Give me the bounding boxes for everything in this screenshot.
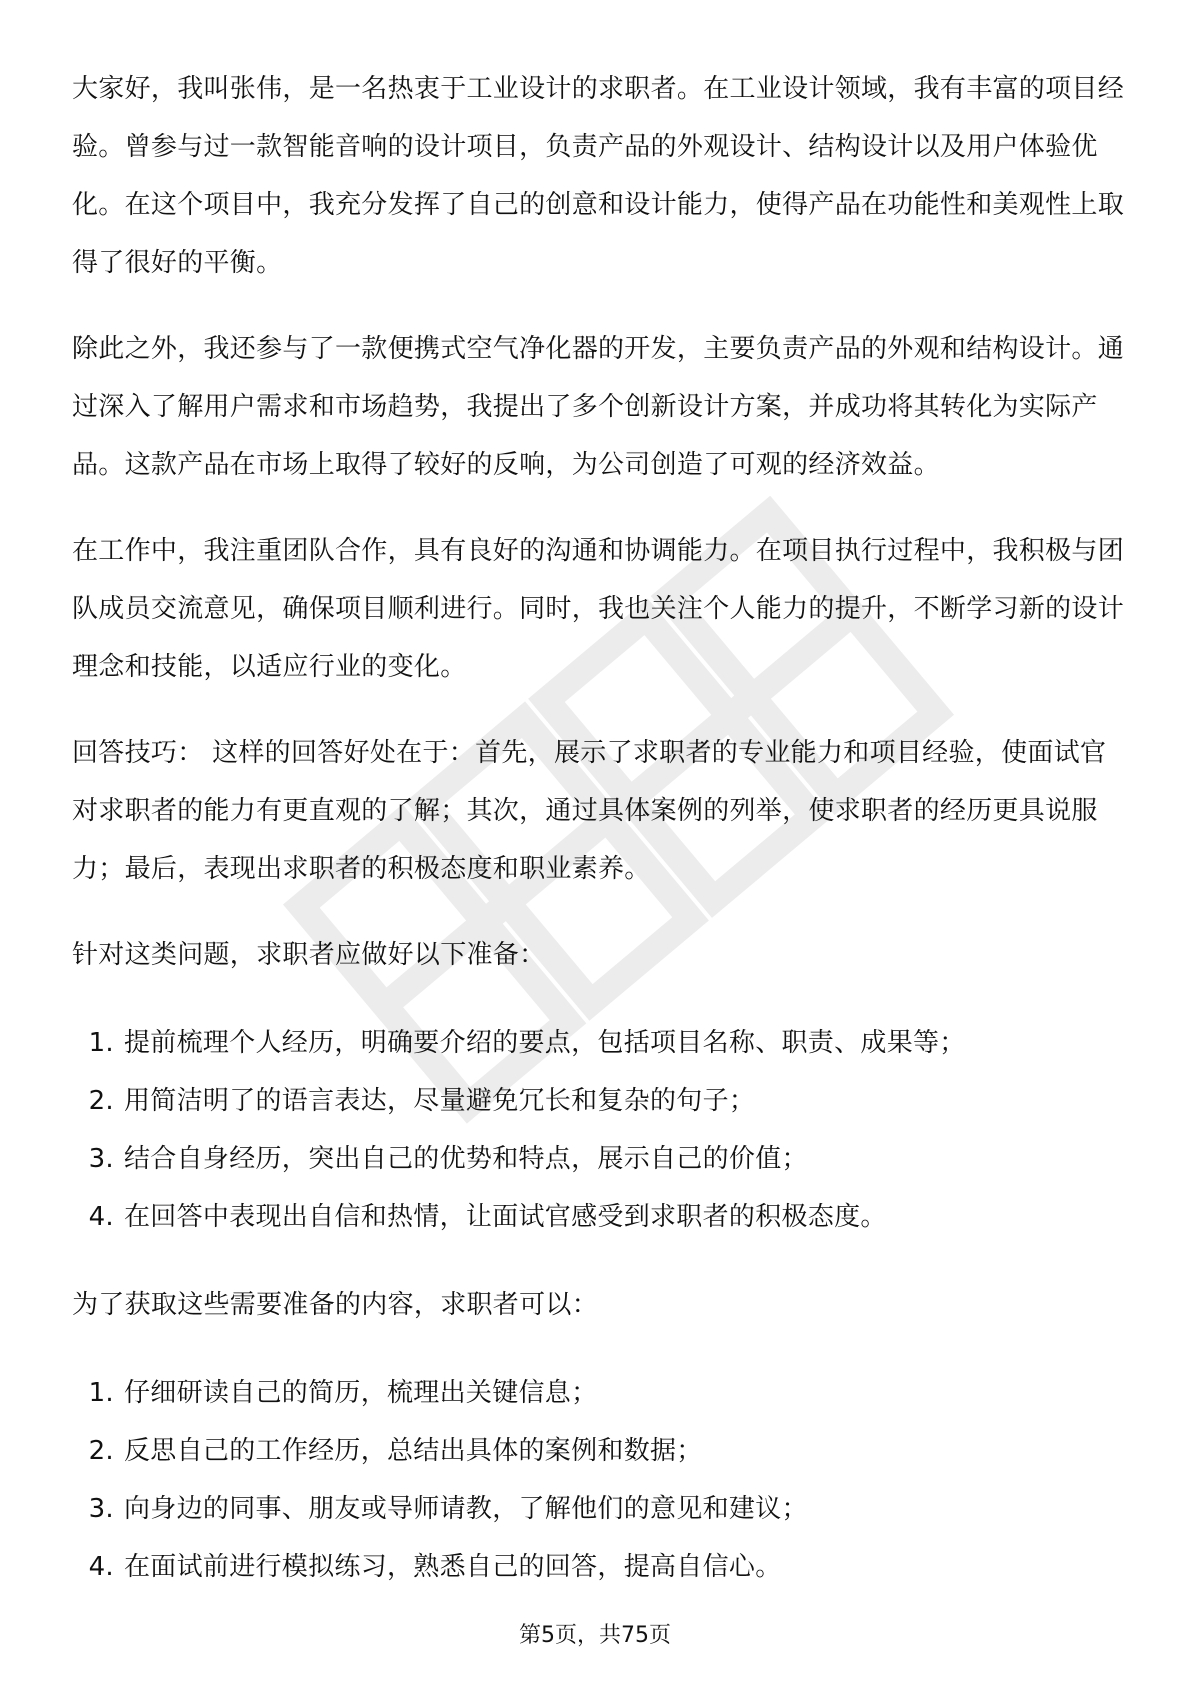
- list-item: [72, 1014, 1124, 1072]
- paragraph-air-purifier: 除此之外，我还参与了一款便携式空气净化器的开发，主要负责产品的外观和结构设计。通过深入了解用户需求和市场趋势，我提出了多个创新设计方案，并成功将其转化为实际产品。这款产品在市场上取得了较好的反响，为公司创造了可观的经济效益。: [72, 334, 1125, 480]
- main-content: [72, 60, 1124, 1626]
- paragraph-answer-tips: 回答技巧： 这样的回答好处在于：首先，展示了求职者的专业能力和项目经验，使面试官对求职者的能力有更直观的了解；其次，通过具体案例的列举，使求职者的经历更具说服力；最后，表现出求职者的积极态度和职业素养。: [72, 738, 1107, 884]
- list-number: 4.: [88, 1202, 114, 1232]
- list-number: 3.: [88, 1494, 114, 1524]
- list-number: 3.: [88, 1144, 114, 1174]
- list-text: 反思自己的工作经历，总结出具体的案例和数据；: [124, 1436, 703, 1466]
- list-text: 在面试前进行模拟练习，熟悉自己的回答，提高自信心。: [124, 1552, 782, 1582]
- list-item: [72, 1422, 1124, 1480]
- list-item: [72, 1538, 1124, 1596]
- list-text: 用简洁明了的语言表达，尽量避免冗长和复杂的句子；: [124, 1086, 756, 1116]
- paragraph-teamwork: 在工作中，我注重团队合作，具有良好的沟通和协调能力。在项目执行过程中，我积极与团队成员交流意见，确保项目顺利进行。同时，我也关注个人能力的提升，不断学习新的设计理念和技能，以适应行业的变化。: [72, 536, 1125, 682]
- list-text: 结合自身经历，突出自己的优势和特点，展示自己的价值；: [124, 1144, 808, 1174]
- list-item: [72, 1188, 1124, 1246]
- list-item: [72, 1364, 1124, 1422]
- list-number: 1.: [88, 1378, 114, 1408]
- list-text: 在回答中表现出自信和热情，让面试官感受到求职者的积极态度。: [124, 1202, 887, 1232]
- list-item: [72, 1480, 1124, 1538]
- list-number: 2.: [88, 1436, 114, 1466]
- list-text: 仔细研读自己的简历，梳理出关键信息；: [124, 1378, 598, 1408]
- page-footer: 第5页，共75页: [519, 1623, 671, 1648]
- list-item: [72, 1130, 1124, 1188]
- obtain-list: [72, 1364, 1124, 1596]
- list-text: 提前梳理个人经历，明确要介绍的要点，包括项目名称、职责、成果等；: [124, 1028, 966, 1058]
- list-number: 4.: [88, 1552, 114, 1582]
- obtain-intro: 为了获取这些需要准备的内容，求职者可以：: [72, 1290, 599, 1320]
- list-number: 1.: [88, 1028, 114, 1058]
- prep-list: [72, 1014, 1124, 1246]
- paragraph-intro: 大家好，我叫张伟，是一名热衷于工业设计的求职者。在工业设计领域，我有丰富的项目经验。曾参与过一款智能音响的设计项目，负责产品的外观设计、结构设计以及用户体验优化。在这个项目中，我充分发挥了自己的创意和设计能力，使得产品在功能性和美观性上取得了很好的平衡。: [72, 74, 1125, 278]
- list-item: [72, 1072, 1124, 1130]
- list-number: 2.: [88, 1086, 114, 1116]
- prep-intro: 针对这类问题，求职者应做好以下准备：: [72, 940, 546, 970]
- list-text: 向身边的同事、朋友或导师请教，了解他们的意见和建议；: [124, 1494, 808, 1524]
